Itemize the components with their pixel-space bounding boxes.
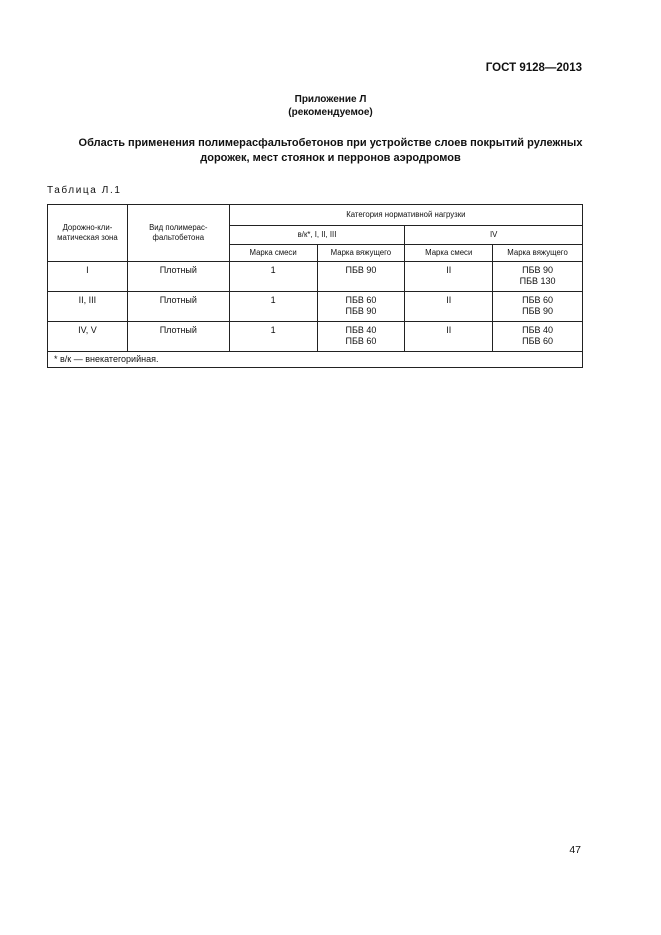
cell-binder-2 [493, 292, 583, 322]
cell-zone: IV, V [48, 322, 128, 352]
binder-value: ПБВ 60 [345, 295, 377, 305]
binder-value: ПБВ 60 [345, 336, 377, 346]
page-title-line-1: Область применения полимерасфальтобетонов при устройстве слоев покрытий рулежных [78, 137, 583, 149]
cell-type: Плотный [127, 322, 229, 352]
binder-value: ПБВ 90 [345, 306, 377, 316]
binder-value: ПБВ 60 [522, 295, 553, 305]
cell-binder-2 [493, 322, 583, 352]
table-footnote: * в/к — внекатегорийная. [48, 352, 583, 368]
header-binder-grade-2: Марка вяжущего [493, 245, 583, 262]
cell-binder-1 [317, 262, 405, 292]
header-group-1: в/к*, I, II, III [229, 226, 405, 245]
binder-value: ПБВ 130 [519, 276, 556, 286]
cell-type: Плотный [127, 262, 229, 292]
header-load-category: Категория нормативной нагрузки [229, 205, 582, 226]
header-mix-grade-2: Марка смеси [405, 245, 493, 262]
table-row [48, 322, 583, 352]
binder-value: ПБВ 90 [345, 265, 377, 275]
document-code: ГОСТ 9128—2013 [485, 62, 582, 74]
binder-value: ПБВ 90 [522, 265, 553, 275]
binder-value: ПБВ 40 [522, 325, 553, 335]
header-type: Вид полимерас-фальтобетона [127, 205, 229, 262]
annex-status: (рекомендуемое) [288, 107, 373, 118]
cell-mix-1: 1 [229, 262, 317, 292]
cell-type: Плотный [127, 292, 229, 322]
header-row-1 [48, 205, 583, 226]
binder-value: ПБВ 40 [345, 325, 377, 335]
cell-mix-2: II [405, 292, 493, 322]
cell-zone: I [48, 262, 128, 292]
annex-heading [0, 93, 661, 119]
annex-title: Приложение Л [294, 94, 367, 105]
cell-mix-2: II [405, 322, 493, 352]
table-caption: Таблица Л.1 [47, 185, 122, 196]
header-zone: Дорожно-кли-матическая зона [48, 205, 128, 262]
cell-binder-1 [317, 322, 405, 352]
header-mix-grade-1: Марка смеси [229, 245, 317, 262]
application-table [47, 204, 583, 368]
page-number: 47 [569, 844, 581, 856]
page-title [40, 136, 621, 165]
footnote-row [48, 352, 583, 368]
cell-mix-1: 1 [229, 292, 317, 322]
binder-value: ПБВ 60 [522, 336, 553, 346]
header-binder-grade-1: Марка вяжущего [317, 245, 405, 262]
binder-value: ПБВ 90 [522, 306, 553, 316]
table-row [48, 262, 583, 292]
cell-mix-1: 1 [229, 322, 317, 352]
cell-zone: II, III [48, 292, 128, 322]
cell-binder-1 [317, 292, 405, 322]
page-title-line-2: дорожек, мест стоянок и перронов аэродромов [200, 151, 461, 164]
table-row [48, 292, 583, 322]
header-group-2: IV [405, 226, 583, 245]
cell-mix-2: II [405, 262, 493, 292]
cell-binder-2 [493, 262, 583, 292]
